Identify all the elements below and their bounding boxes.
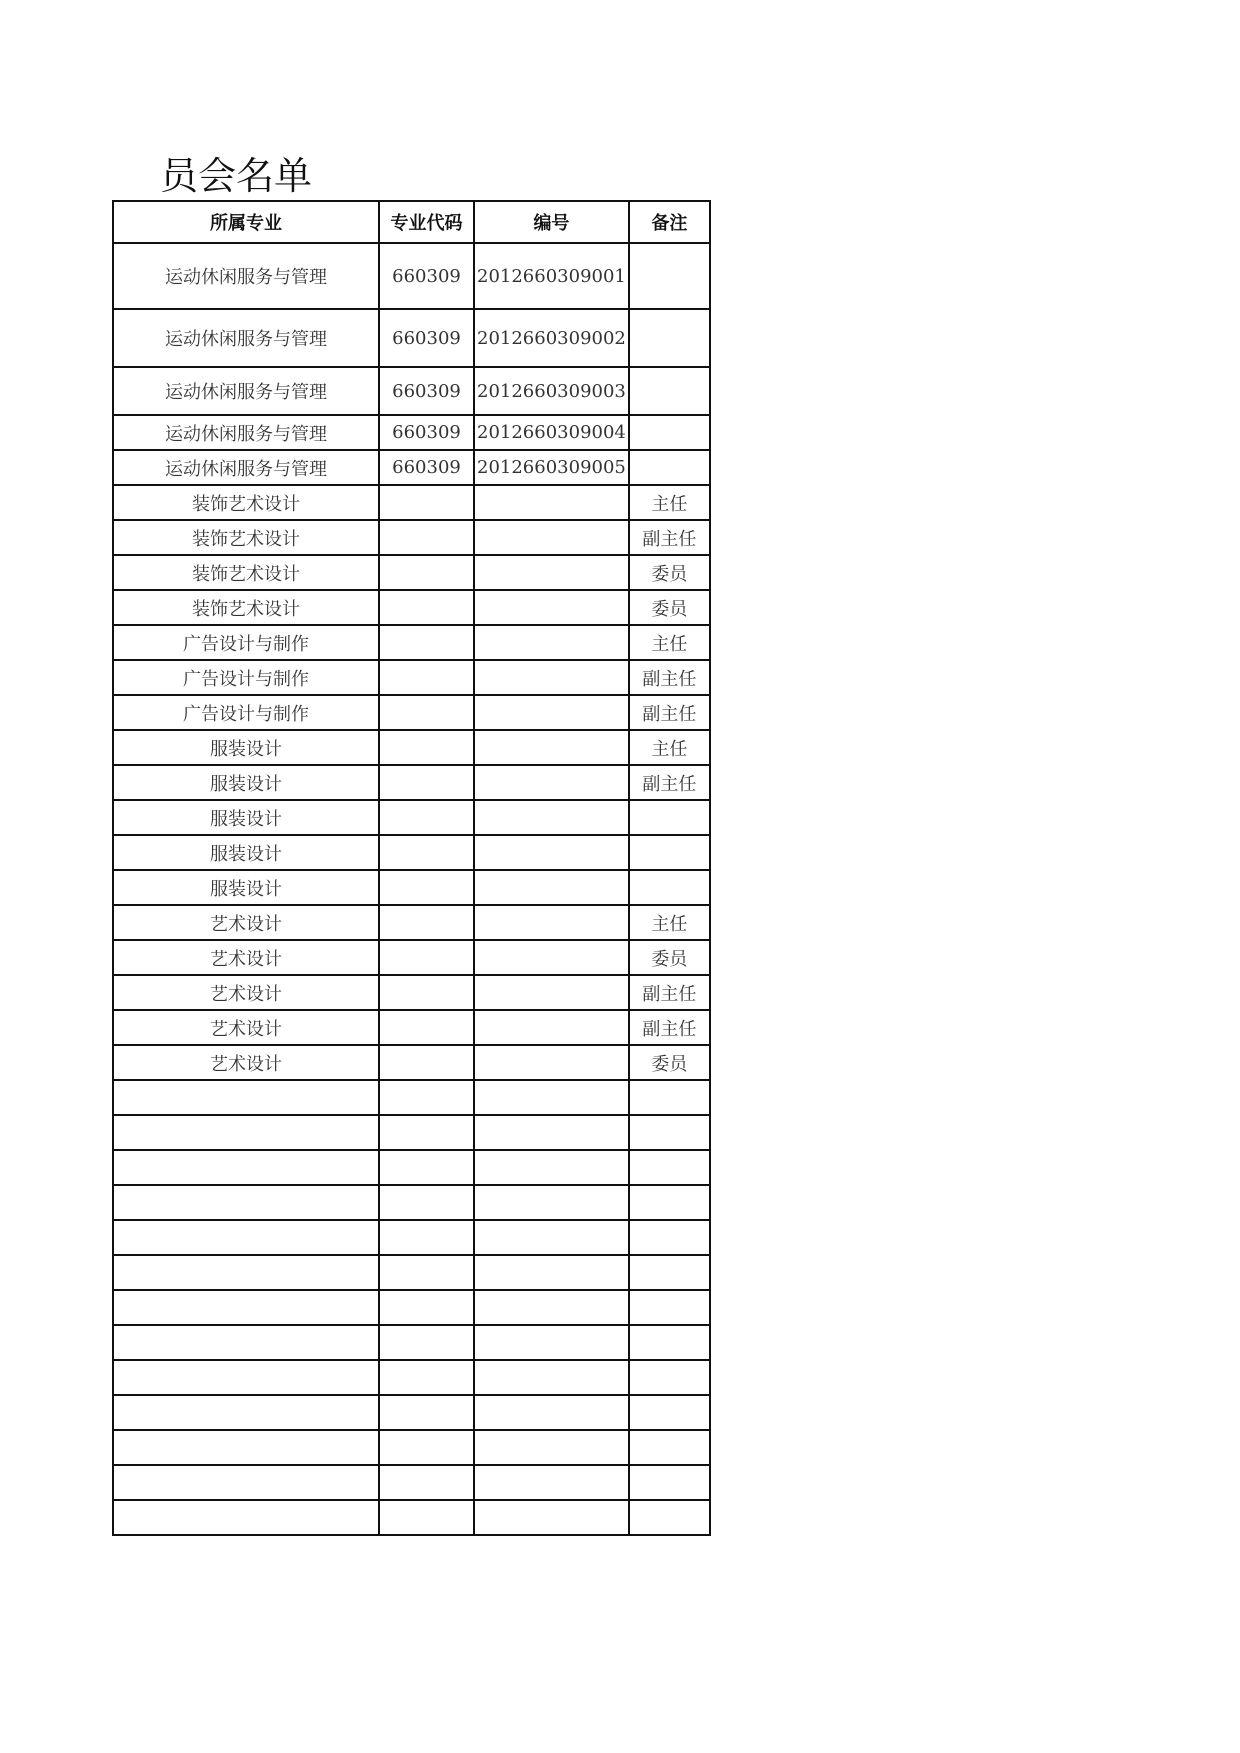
- cell-major-code: [379, 835, 474, 870]
- header-major-code: 专业代码: [379, 201, 474, 243]
- cell-remark: [629, 1255, 710, 1290]
- cell-major-code: [379, 660, 474, 695]
- cell-serial-number: 2012660309002: [474, 309, 629, 367]
- cell-major-code: [379, 1150, 474, 1185]
- cell-major: 运动休闲服务与管理: [113, 367, 379, 415]
- table-row: [113, 243, 710, 309]
- cell-major: [113, 1220, 379, 1255]
- cell-major-code: [379, 800, 474, 835]
- cell-remark: [629, 450, 710, 485]
- cell-major-code: 660309: [379, 367, 474, 415]
- cell-major: 装饰艺术设计: [113, 555, 379, 590]
- table-body: [113, 243, 710, 1535]
- table-row: [113, 309, 710, 367]
- cell-major: [113, 1185, 379, 1220]
- cell-major: 艺术设计: [113, 975, 379, 1010]
- table-row: [113, 730, 710, 765]
- table-row: [113, 1500, 710, 1535]
- cell-serial-number: [474, 1115, 629, 1150]
- cell-serial-number: [474, 1255, 629, 1290]
- cell-remark: 主任: [629, 905, 710, 940]
- cell-major: [113, 1115, 379, 1150]
- cell-major-code: [379, 1430, 474, 1465]
- page-title: 员会名单: [159, 154, 312, 198]
- cell-major-code: [379, 1360, 474, 1395]
- cell-serial-number: [474, 1360, 629, 1395]
- cell-major-code: [379, 1395, 474, 1430]
- cell-remark: 副主任: [629, 660, 710, 695]
- table-row: [113, 590, 710, 625]
- cell-major-code: [379, 765, 474, 800]
- cell-remark: [629, 870, 710, 905]
- cell-serial-number: [474, 695, 629, 730]
- cell-major: 广告设计与制作: [113, 625, 379, 660]
- table-row: [113, 1045, 710, 1080]
- cell-major-code: [379, 485, 474, 520]
- cell-remark: [629, 1500, 710, 1535]
- cell-major: 服装设计: [113, 870, 379, 905]
- cell-major: 装饰艺术设计: [113, 520, 379, 555]
- cell-major-code: [379, 625, 474, 660]
- cell-major-code: [379, 590, 474, 625]
- cell-serial-number: [474, 1465, 629, 1500]
- cell-major-code: [379, 1465, 474, 1500]
- table-row: [113, 1010, 710, 1045]
- cell-remark: [629, 1185, 710, 1220]
- cell-major-code: [379, 1185, 474, 1220]
- cell-major-code: [379, 1010, 474, 1045]
- cell-major: 广告设计与制作: [113, 660, 379, 695]
- cell-remark: [629, 1080, 710, 1115]
- cell-serial-number: 2012660309005: [474, 450, 629, 485]
- cell-serial-number: [474, 1010, 629, 1045]
- cell-remark: [629, 1290, 710, 1325]
- cell-remark: [629, 1430, 710, 1465]
- table-row: [113, 1325, 710, 1360]
- cell-serial-number: [474, 1395, 629, 1430]
- table-row: [113, 1185, 710, 1220]
- cell-major-code: [379, 1115, 474, 1150]
- cell-remark: 副主任: [629, 975, 710, 1010]
- cell-serial-number: [474, 905, 629, 940]
- cell-major-code: [379, 1500, 474, 1535]
- table-row: [113, 520, 710, 555]
- cell-serial-number: [474, 520, 629, 555]
- table-row: [113, 1395, 710, 1430]
- cell-serial-number: [474, 1185, 629, 1220]
- cell-major: 广告设计与制作: [113, 695, 379, 730]
- cell-serial-number: [474, 1150, 629, 1185]
- cell-remark: [629, 1150, 710, 1185]
- cell-serial-number: [474, 975, 629, 1010]
- cell-major: [113, 1325, 379, 1360]
- cell-remark: [629, 1115, 710, 1150]
- cell-major-code: 660309: [379, 243, 474, 309]
- cell-remark: 委员: [629, 1045, 710, 1080]
- cell-serial-number: [474, 625, 629, 660]
- cell-major-code: [379, 1255, 474, 1290]
- cell-major-code: [379, 555, 474, 590]
- header-row: [113, 201, 710, 243]
- cell-major-code: [379, 905, 474, 940]
- roster-table: [112, 200, 711, 1536]
- cell-remark: [629, 1395, 710, 1430]
- table-row: [113, 450, 710, 485]
- cell-major: 服装设计: [113, 800, 379, 835]
- table-row: [113, 367, 710, 415]
- cell-remark: [629, 415, 710, 450]
- cell-major: 装饰艺术设计: [113, 590, 379, 625]
- cell-major-code: [379, 520, 474, 555]
- cell-remark: [629, 800, 710, 835]
- cell-major: 艺术设计: [113, 940, 379, 975]
- header-serial-number: 编号: [474, 201, 629, 243]
- cell-major-code: [379, 730, 474, 765]
- cell-remark: 委员: [629, 590, 710, 625]
- table-row: [113, 1465, 710, 1500]
- table-row: [113, 1255, 710, 1290]
- cell-serial-number: [474, 485, 629, 520]
- cell-serial-number: [474, 660, 629, 695]
- table-row: [113, 695, 710, 730]
- cell-remark: 副主任: [629, 520, 710, 555]
- title-clip: [112, 150, 312, 202]
- cell-major: 运动休闲服务与管理: [113, 309, 379, 367]
- cell-major-code: [379, 975, 474, 1010]
- cell-major: [113, 1500, 379, 1535]
- cell-serial-number: [474, 1080, 629, 1115]
- cell-major-code: 660309: [379, 415, 474, 450]
- cell-remark: [629, 1360, 710, 1395]
- cell-remark: 副主任: [629, 695, 710, 730]
- cell-remark: 主任: [629, 730, 710, 765]
- cell-major-code: [379, 1220, 474, 1255]
- cell-serial-number: 2012660309001: [474, 243, 629, 309]
- table-row: [113, 1080, 710, 1115]
- cell-major: 艺术设计: [113, 1010, 379, 1045]
- cell-remark: [629, 1465, 710, 1500]
- table-row: [113, 555, 710, 590]
- cell-remark: [629, 367, 710, 415]
- header-remark: 备注: [629, 201, 710, 243]
- cell-major: [113, 1395, 379, 1430]
- table-row: [113, 765, 710, 800]
- cell-serial-number: [474, 940, 629, 975]
- cell-serial-number: 2012660309004: [474, 415, 629, 450]
- cell-remark: 主任: [629, 485, 710, 520]
- table-row: [113, 975, 710, 1010]
- cell-major: 服装设计: [113, 730, 379, 765]
- cell-remark: [629, 243, 710, 309]
- cell-serial-number: [474, 870, 629, 905]
- cell-serial-number: 2012660309003: [474, 367, 629, 415]
- cell-remark: [629, 1325, 710, 1360]
- cell-major: 运动休闲服务与管理: [113, 415, 379, 450]
- cell-remark: [629, 1220, 710, 1255]
- table-row: [113, 625, 710, 660]
- cell-major: [113, 1430, 379, 1465]
- cell-major: 艺术设计: [113, 1045, 379, 1080]
- table-row: [113, 940, 710, 975]
- cell-major: 服装设计: [113, 765, 379, 800]
- cell-serial-number: [474, 1220, 629, 1255]
- table-row: [113, 1430, 710, 1465]
- header-major: 所属专业: [113, 201, 379, 243]
- cell-major-code: [379, 870, 474, 905]
- cell-serial-number: [474, 590, 629, 625]
- table-row: [113, 835, 710, 870]
- cell-major-code: 660309: [379, 309, 474, 367]
- cell-serial-number: [474, 1430, 629, 1465]
- table-row: [113, 660, 710, 695]
- cell-major-code: [379, 1325, 474, 1360]
- cell-remark: [629, 309, 710, 367]
- cell-serial-number: [474, 1045, 629, 1080]
- table-row: [113, 800, 710, 835]
- cell-major: 艺术设计: [113, 905, 379, 940]
- cell-remark: 副主任: [629, 765, 710, 800]
- table-row: [113, 415, 710, 450]
- table-row: [113, 905, 710, 940]
- table-row: [113, 1360, 710, 1395]
- cell-major: [113, 1080, 379, 1115]
- cell-serial-number: [474, 1290, 629, 1325]
- cell-serial-number: [474, 835, 629, 870]
- cell-major: 运动休闲服务与管理: [113, 243, 379, 309]
- cell-serial-number: [474, 765, 629, 800]
- cell-remark: 委员: [629, 940, 710, 975]
- cell-major: [113, 1290, 379, 1325]
- cell-serial-number: [474, 730, 629, 765]
- table-row: [113, 1220, 710, 1255]
- cell-major: 装饰艺术设计: [113, 485, 379, 520]
- cell-remark: 副主任: [629, 1010, 710, 1045]
- cell-major: [113, 1465, 379, 1500]
- cell-serial-number: [474, 555, 629, 590]
- cell-remark: 委员: [629, 555, 710, 590]
- cell-major: [113, 1150, 379, 1185]
- table-row: [113, 1290, 710, 1325]
- cell-major-code: [379, 695, 474, 730]
- cell-major-code: [379, 1080, 474, 1115]
- cell-major-code: [379, 1045, 474, 1080]
- table-row: [113, 1150, 710, 1185]
- cell-major-code: 660309: [379, 450, 474, 485]
- cell-serial-number: [474, 800, 629, 835]
- cell-major-code: [379, 1290, 474, 1325]
- cell-remark: 主任: [629, 625, 710, 660]
- table-row: [113, 485, 710, 520]
- table-row: [113, 870, 710, 905]
- cell-major: 服装设计: [113, 835, 379, 870]
- cell-major: [113, 1255, 379, 1290]
- cell-major: [113, 1360, 379, 1395]
- cell-serial-number: [474, 1500, 629, 1535]
- cell-major: 运动休闲服务与管理: [113, 450, 379, 485]
- cell-major-code: [379, 940, 474, 975]
- cell-serial-number: [474, 1325, 629, 1360]
- cell-remark: [629, 835, 710, 870]
- table-row: [113, 1115, 710, 1150]
